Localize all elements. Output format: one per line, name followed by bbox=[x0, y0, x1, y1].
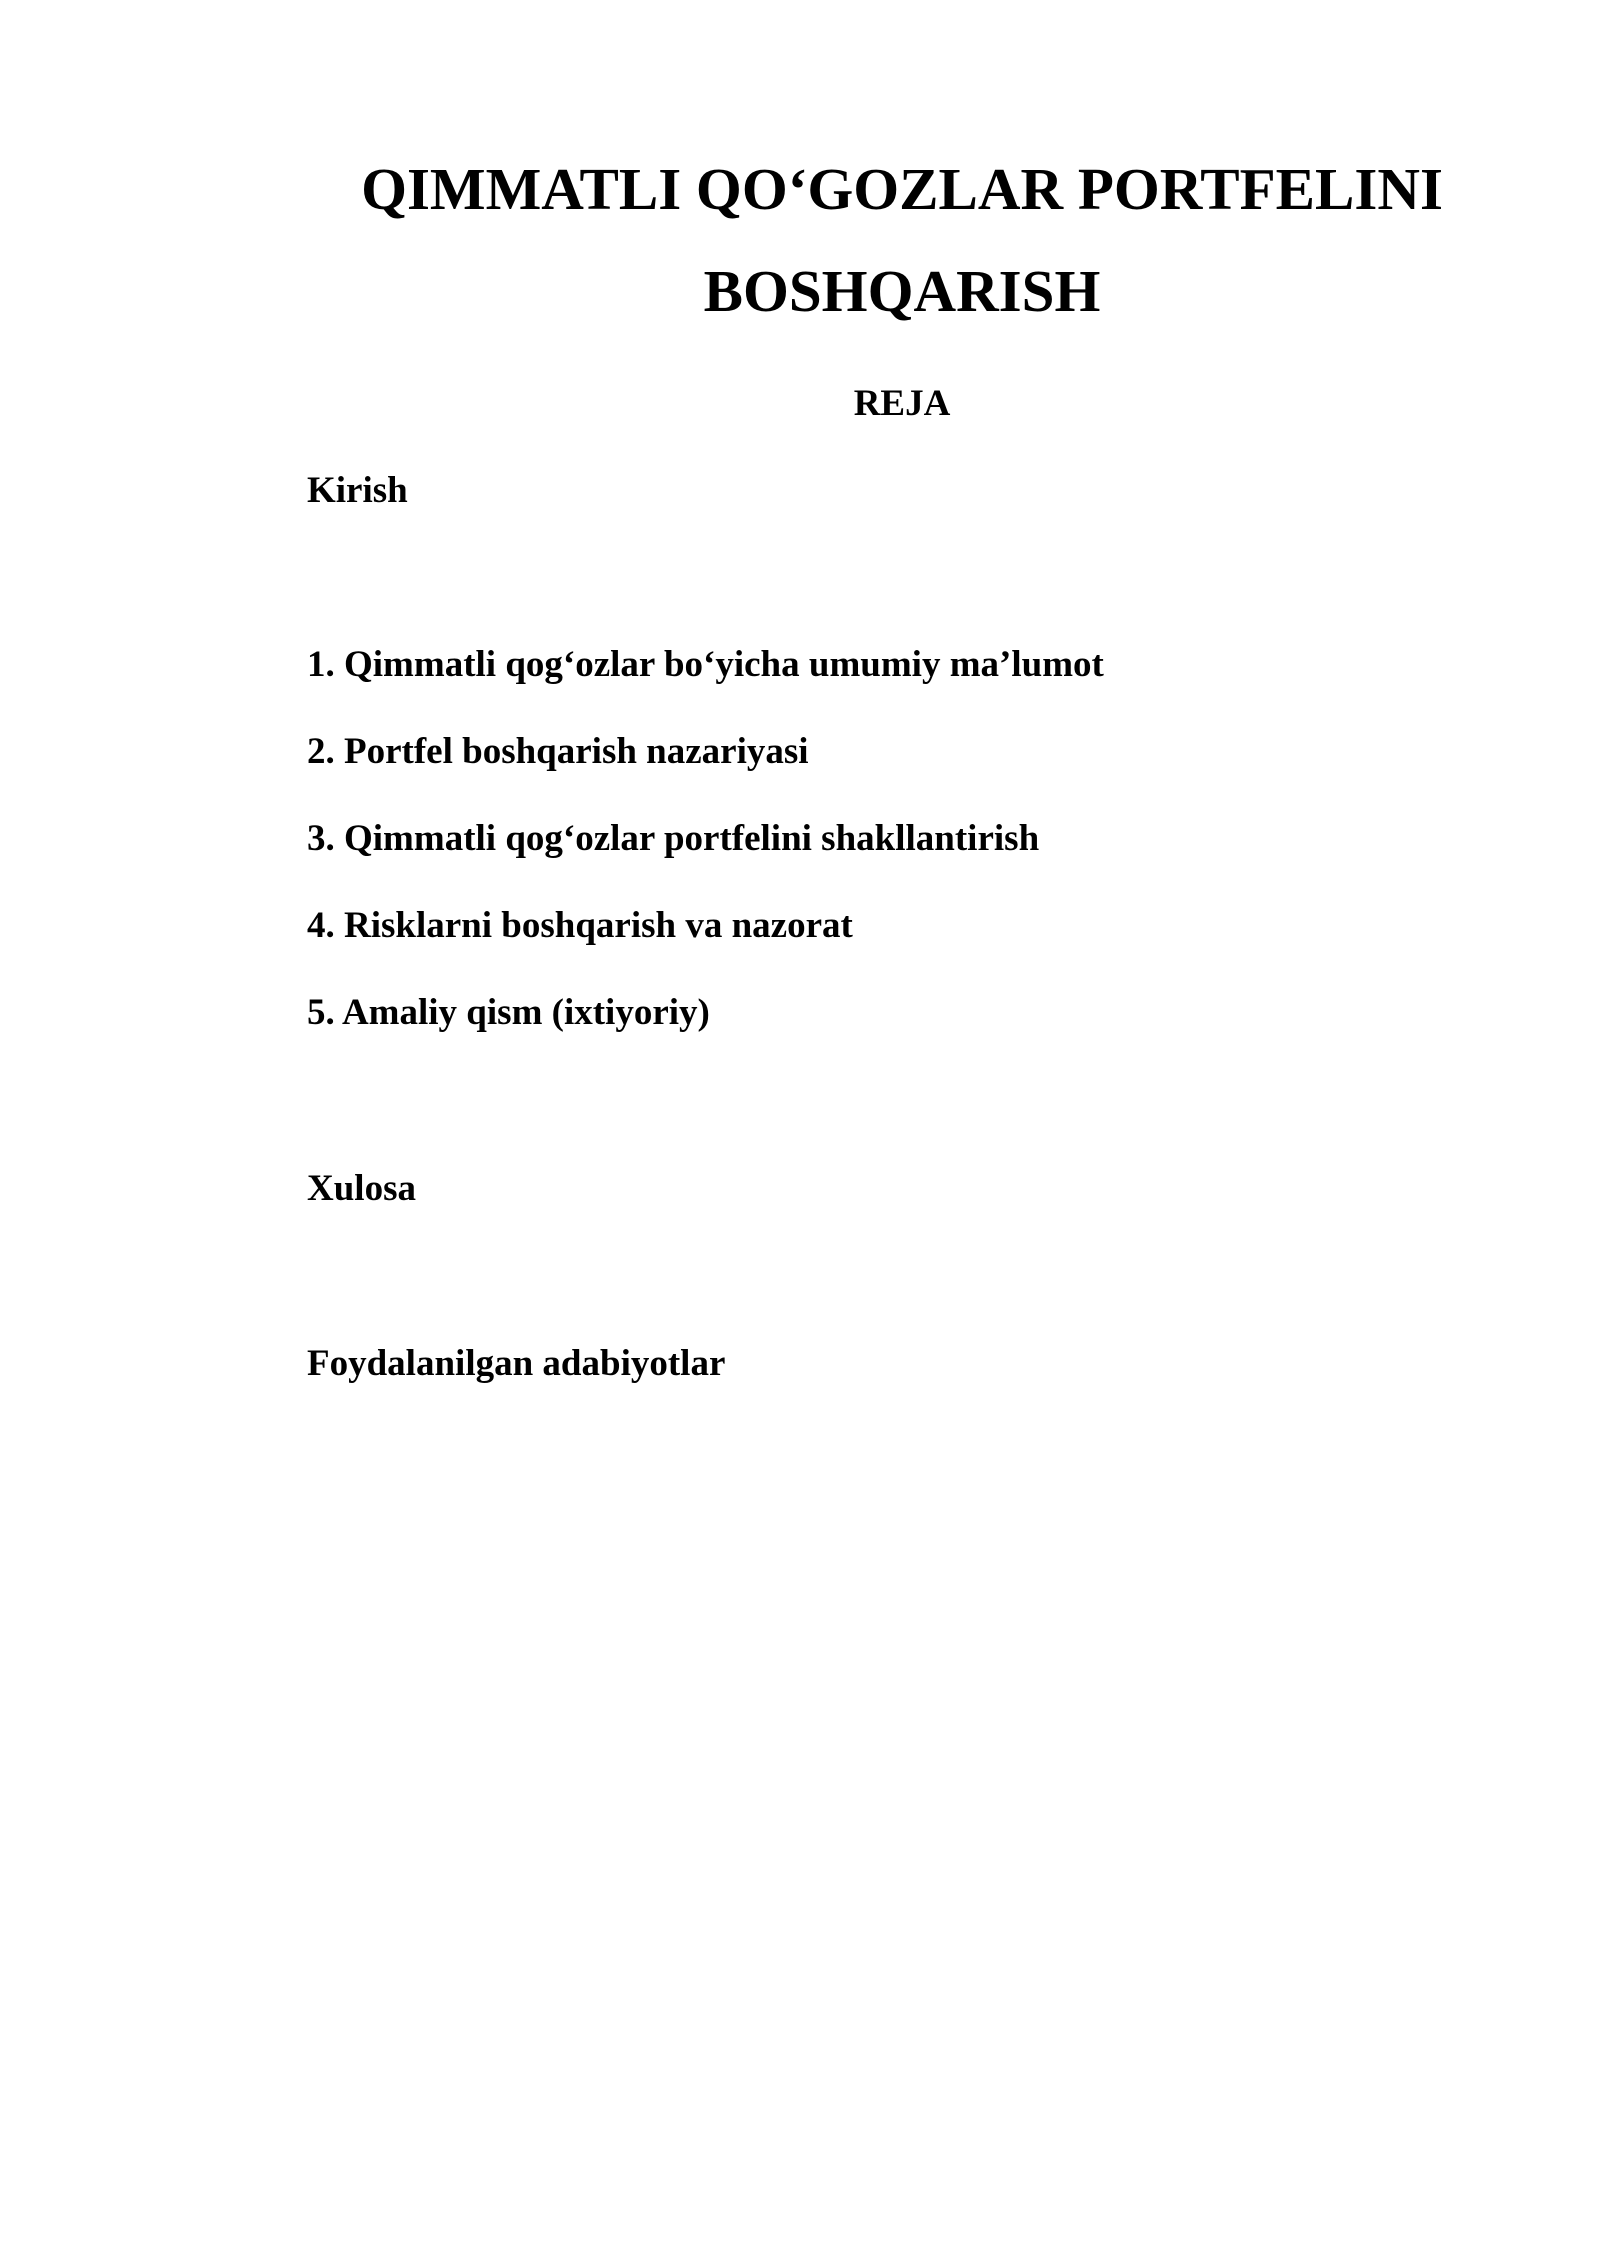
introduction-heading: Kirish bbox=[307, 470, 408, 511]
document-title: QIMMATLI QO‘GOZLAR PORTFELINI BOSHQARISH bbox=[361, 156, 1443, 324]
conclusion-heading: Xulosa bbox=[307, 1168, 416, 1209]
plan-list bbox=[307, 621, 1497, 1056]
plan-item: 4. Risklarni boshqarish va nazorat bbox=[307, 905, 853, 946]
plan-item: 3. Qimmatli qog‘ozlar portfelini shakllantirish bbox=[307, 818, 1040, 859]
references-heading: Foydalanilgan adabiyotlar bbox=[307, 1343, 726, 1384]
plan-heading: REJA bbox=[853, 383, 951, 424]
plan-item: 2. Portfel boshqarish nazariyasi bbox=[307, 731, 809, 772]
plan-item: 5. Amaliy qism (ixtiyoriy) bbox=[307, 992, 710, 1033]
plan-item: 1. Qimmatli qog‘ozlar bo‘yicha umumiy ma’lumot bbox=[307, 644, 1104, 685]
